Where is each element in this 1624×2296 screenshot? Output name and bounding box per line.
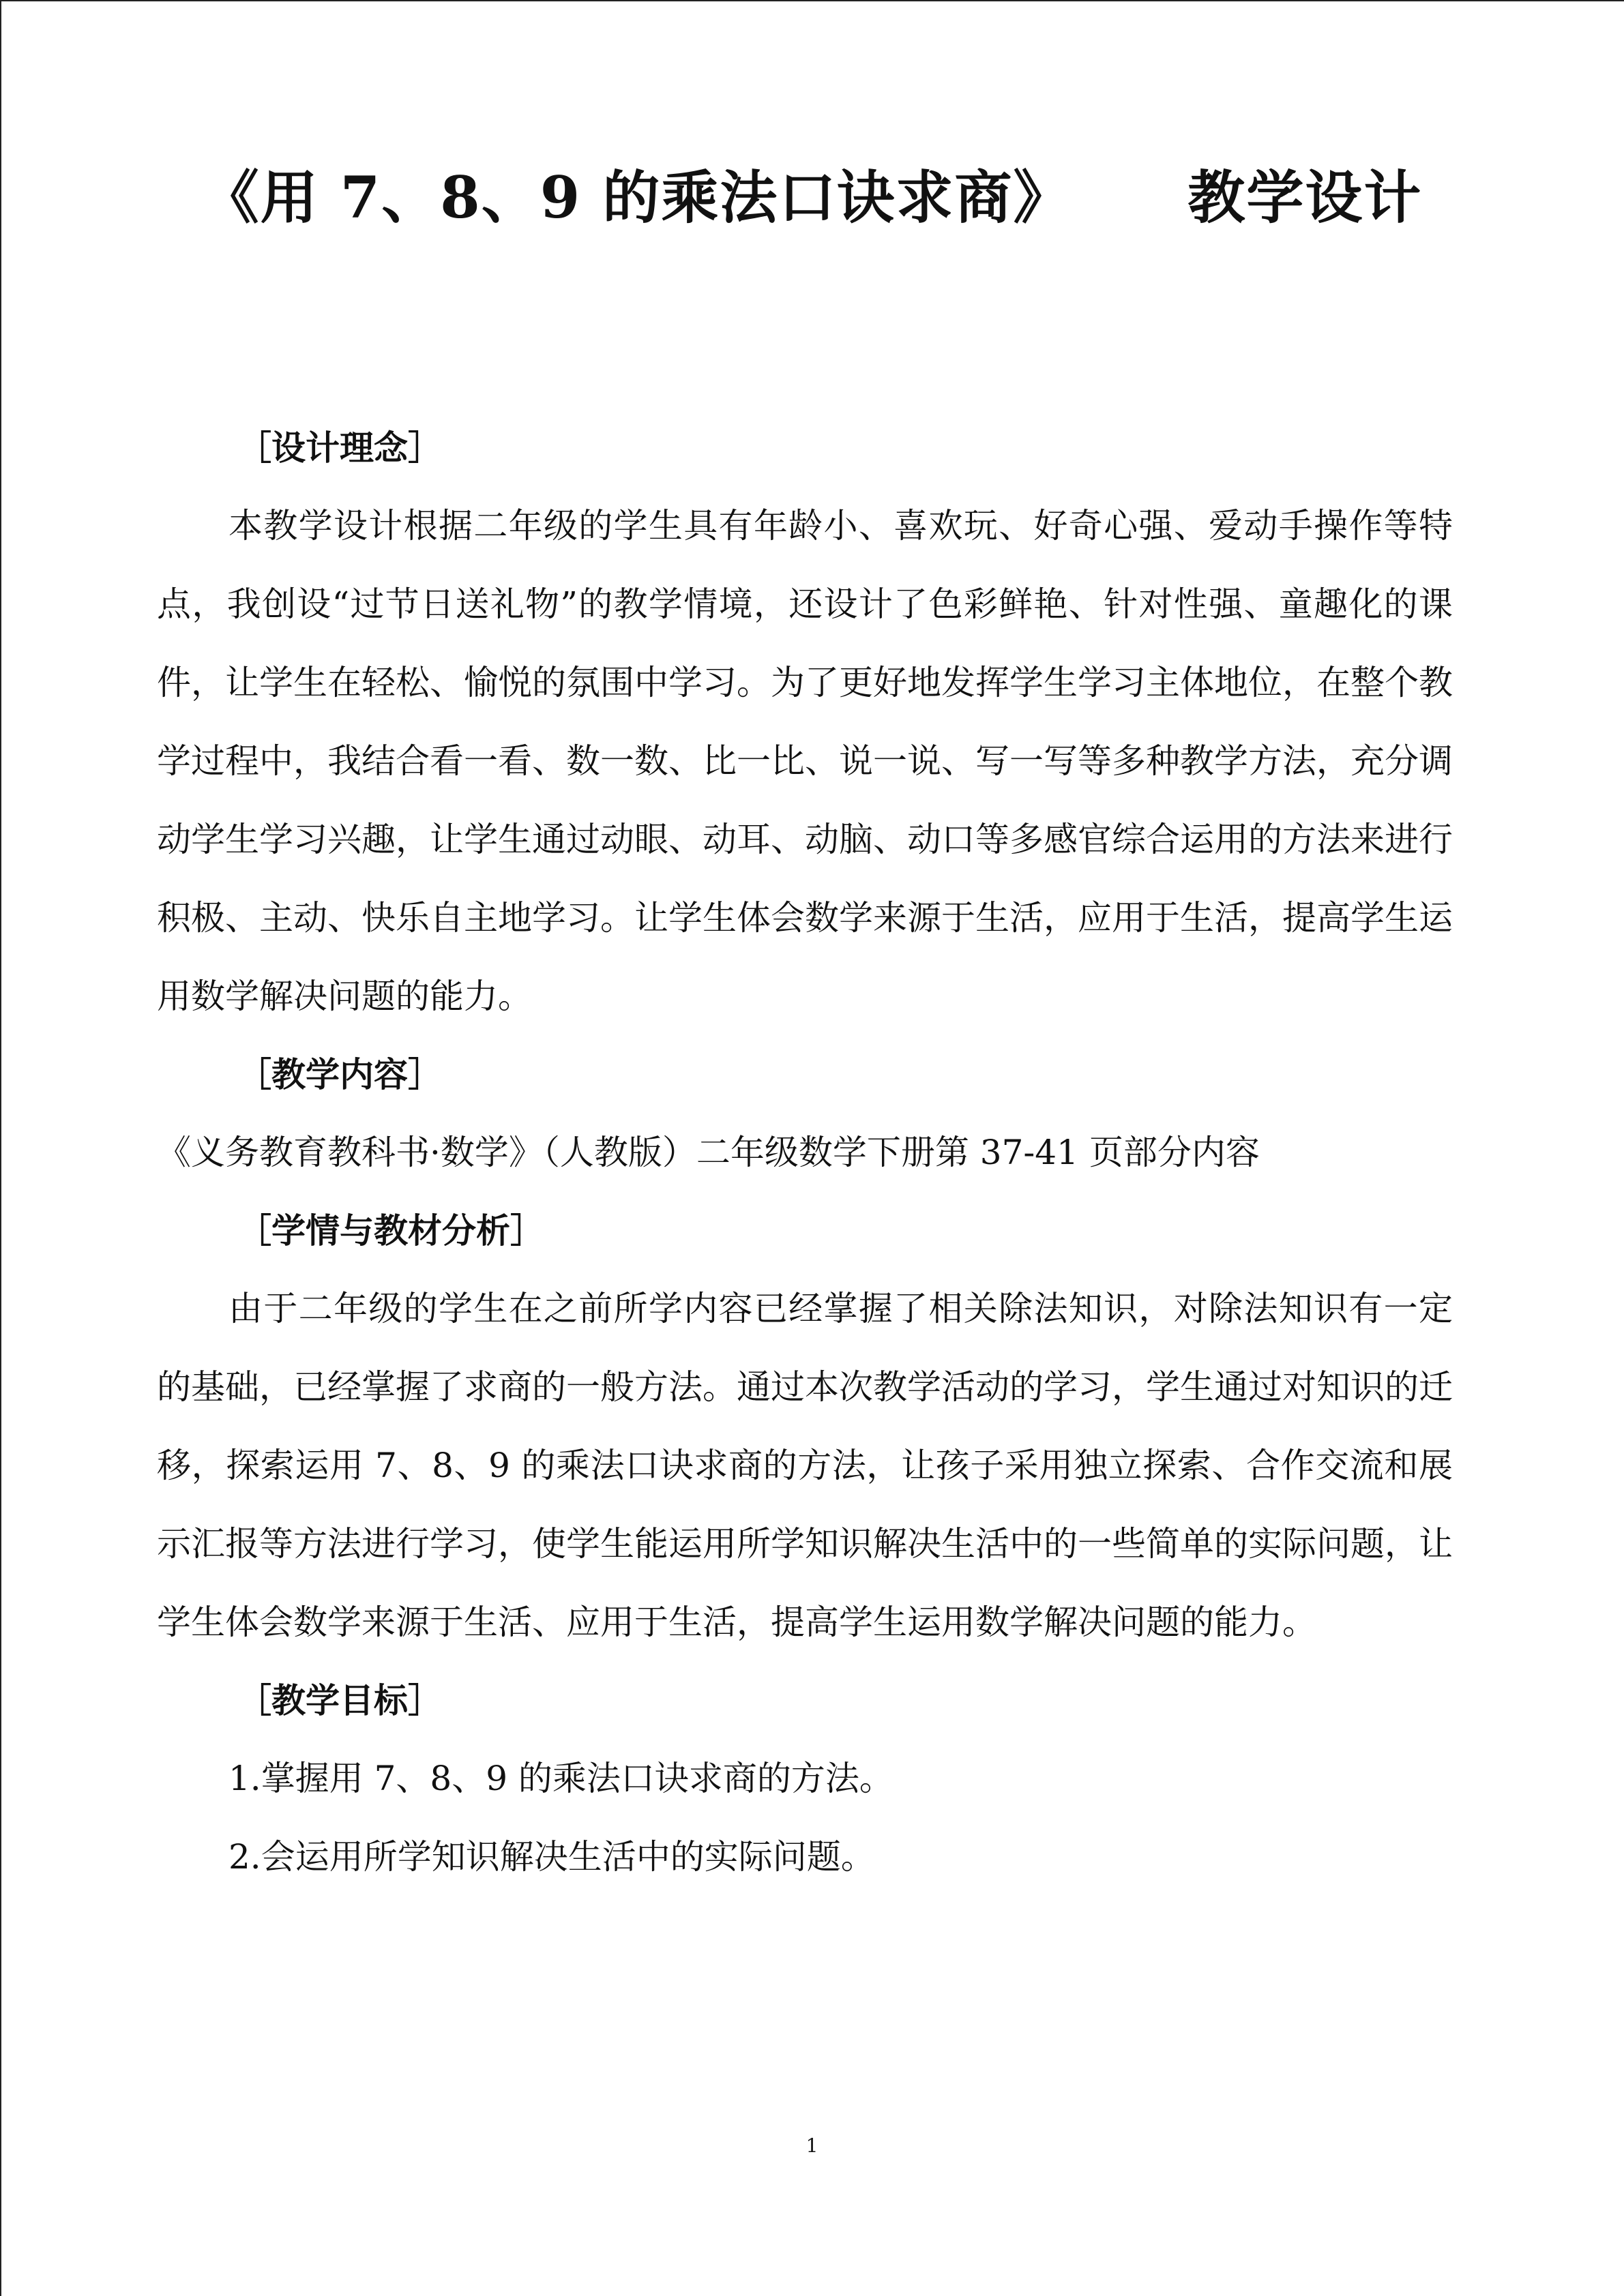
section-paragraph-content: 《义务教育教科书·数学》（人教版）二年级数学下册第 37-41 页部分内容 — [157, 1133, 1260, 1172]
title-suffix: 教学设计 — [1187, 164, 1423, 231]
section-heading-goals: ［教学目标］ — [237, 1680, 442, 1720]
goal-item-2: 2.会运用所学知识解决生活中的实际问题。 — [228, 1837, 875, 1877]
section-heading-content: ［教学内容］ — [237, 1054, 442, 1094]
document-title — [0, 160, 1624, 235]
section-paragraph-analysis: 由于二年级的学生在之前所学内容已经掌握了相关除法知识，对除法知识有一定的基础，已经掌握了求商的一般方法。通过本次教学活动的学习，学生通过对知识的迁移，探索运用 7、8、9 的乘法口诀求商的方法，让孩子采用独立探索、合作交流和展示汇报等方法进行学习，使学生能运用所学知识解决生活中的一些简单的实际问题，让学生体会数学来源于生活、应用于生活，提高学生运用数学解决问题的能力。 — [157, 1289, 1453, 1642]
title-main: 《用 7、8、9 的乘法口诀求商》 — [201, 164, 1072, 231]
section-paragraph-concept: 本教学设计根据二年级的学生具有年龄小、喜欢玩、好奇心强、爱动手操作等特点，我创设“过节日送礼物”的教学情境，还设计了色彩鲜艳、针对性强、童趣化的课件，让学生在轻松、愉悦的氛围中学习。为了更好地发挥学生学习主体地位，在整个教学过程中，我结合看一看、数一数、比一比、说一说、写一写等多种教学方法，充分调动学生学习兴趣，让学生通过动眼、动耳、动脑、动口等多感官综合运用的方法来进行积极、主动、快乐自主地学习。让学生体会数学来源于生活，应用于生活，提高学生运用数学解决问题的能力。 — [157, 506, 1453, 1016]
page-number: 1 — [806, 2134, 818, 2157]
document-body — [157, 409, 1453, 1896]
section-heading-concept: ［设计理念］ — [237, 428, 442, 468]
goal-item-1: 1.掌握用 7、8、9 的乘法口诀求商的方法。 — [228, 1759, 894, 1798]
section-heading-analysis: ［学情与教材分析］ — [237, 1210, 544, 1251]
